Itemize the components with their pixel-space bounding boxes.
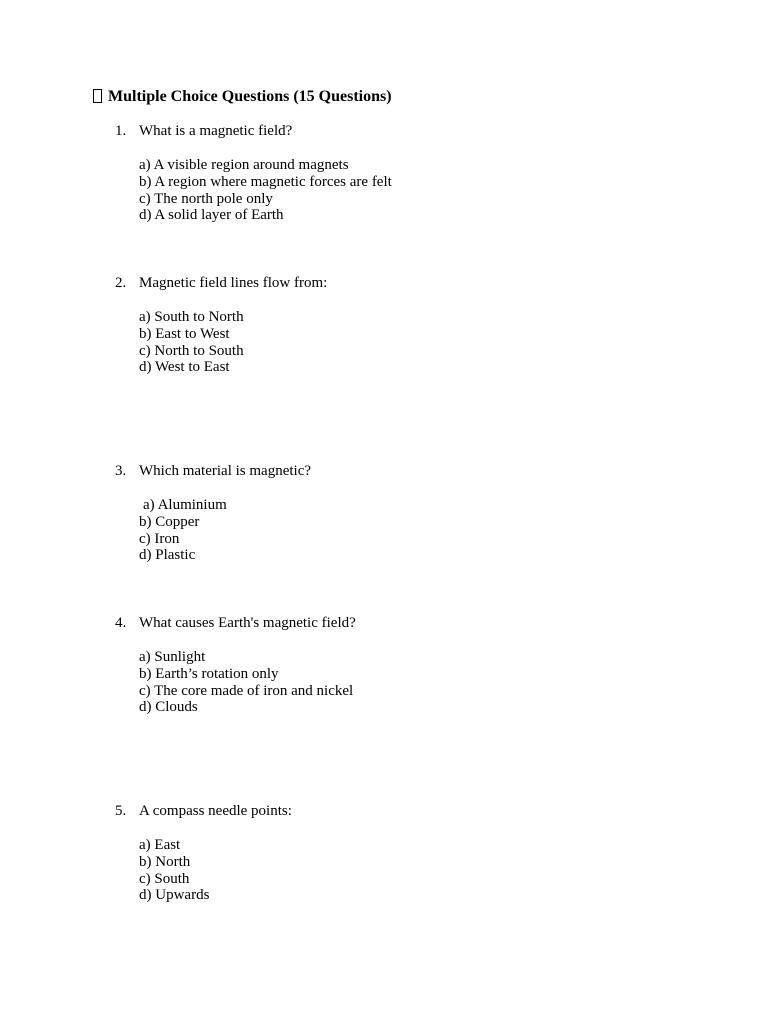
answer-option: d) West to East bbox=[139, 359, 230, 376]
answer-option: a) East bbox=[139, 837, 181, 853]
answer-option: a) Sunlight bbox=[139, 649, 206, 665]
question-text: A compass needle points: bbox=[139, 803, 292, 819]
answer-option: d) A solid layer of Earth bbox=[139, 207, 284, 224]
missing-glyph-box-icon bbox=[93, 89, 102, 103]
answer-option: c) North to South bbox=[139, 342, 244, 359]
question-number: 1. bbox=[115, 123, 127, 139]
question-number: 5. bbox=[115, 803, 127, 819]
answer-option: d) Upwards bbox=[139, 887, 210, 904]
answer-option: c) The core made of iron and nickel bbox=[139, 682, 354, 699]
answer-options bbox=[139, 649, 353, 716]
answer-options bbox=[139, 309, 244, 376]
answer-option: b) A region where magnetic forces are felt bbox=[139, 173, 392, 190]
answer-option: a) Aluminium bbox=[143, 497, 227, 513]
section-heading bbox=[93, 87, 392, 107]
answer-option: d) Plastic bbox=[139, 547, 196, 564]
answer-option: c) Iron bbox=[139, 530, 180, 547]
question-number: 3. bbox=[115, 463, 127, 479]
answer-option: c) South bbox=[139, 870, 190, 887]
answer-option: d) Clouds bbox=[139, 699, 198, 716]
answer-option: b) North bbox=[139, 853, 191, 870]
answer-option: b) East to West bbox=[139, 325, 230, 342]
answer-options bbox=[139, 497, 227, 564]
question-text: Magnetic field lines flow from: bbox=[139, 275, 328, 291]
answer-option: a) South to North bbox=[139, 309, 244, 325]
question-text: What is a magnetic field? bbox=[139, 123, 293, 139]
answer-options bbox=[139, 837, 209, 904]
answer-option: a) A visible region around magnets bbox=[139, 157, 349, 173]
question-number: 4. bbox=[115, 615, 127, 631]
answer-option: c) The north pole only bbox=[139, 190, 273, 207]
answer-option: b) Earth’s rotation only bbox=[139, 665, 279, 682]
question-text: What causes Earth's magnetic field? bbox=[139, 615, 356, 631]
question-number: 2. bbox=[115, 275, 127, 291]
answer-options bbox=[139, 157, 392, 224]
question-text: Which material is magnetic? bbox=[139, 463, 312, 479]
answer-option: b) Copper bbox=[139, 513, 200, 530]
section-heading-text: Multiple Choice Questions (15 Questions) bbox=[108, 88, 392, 105]
